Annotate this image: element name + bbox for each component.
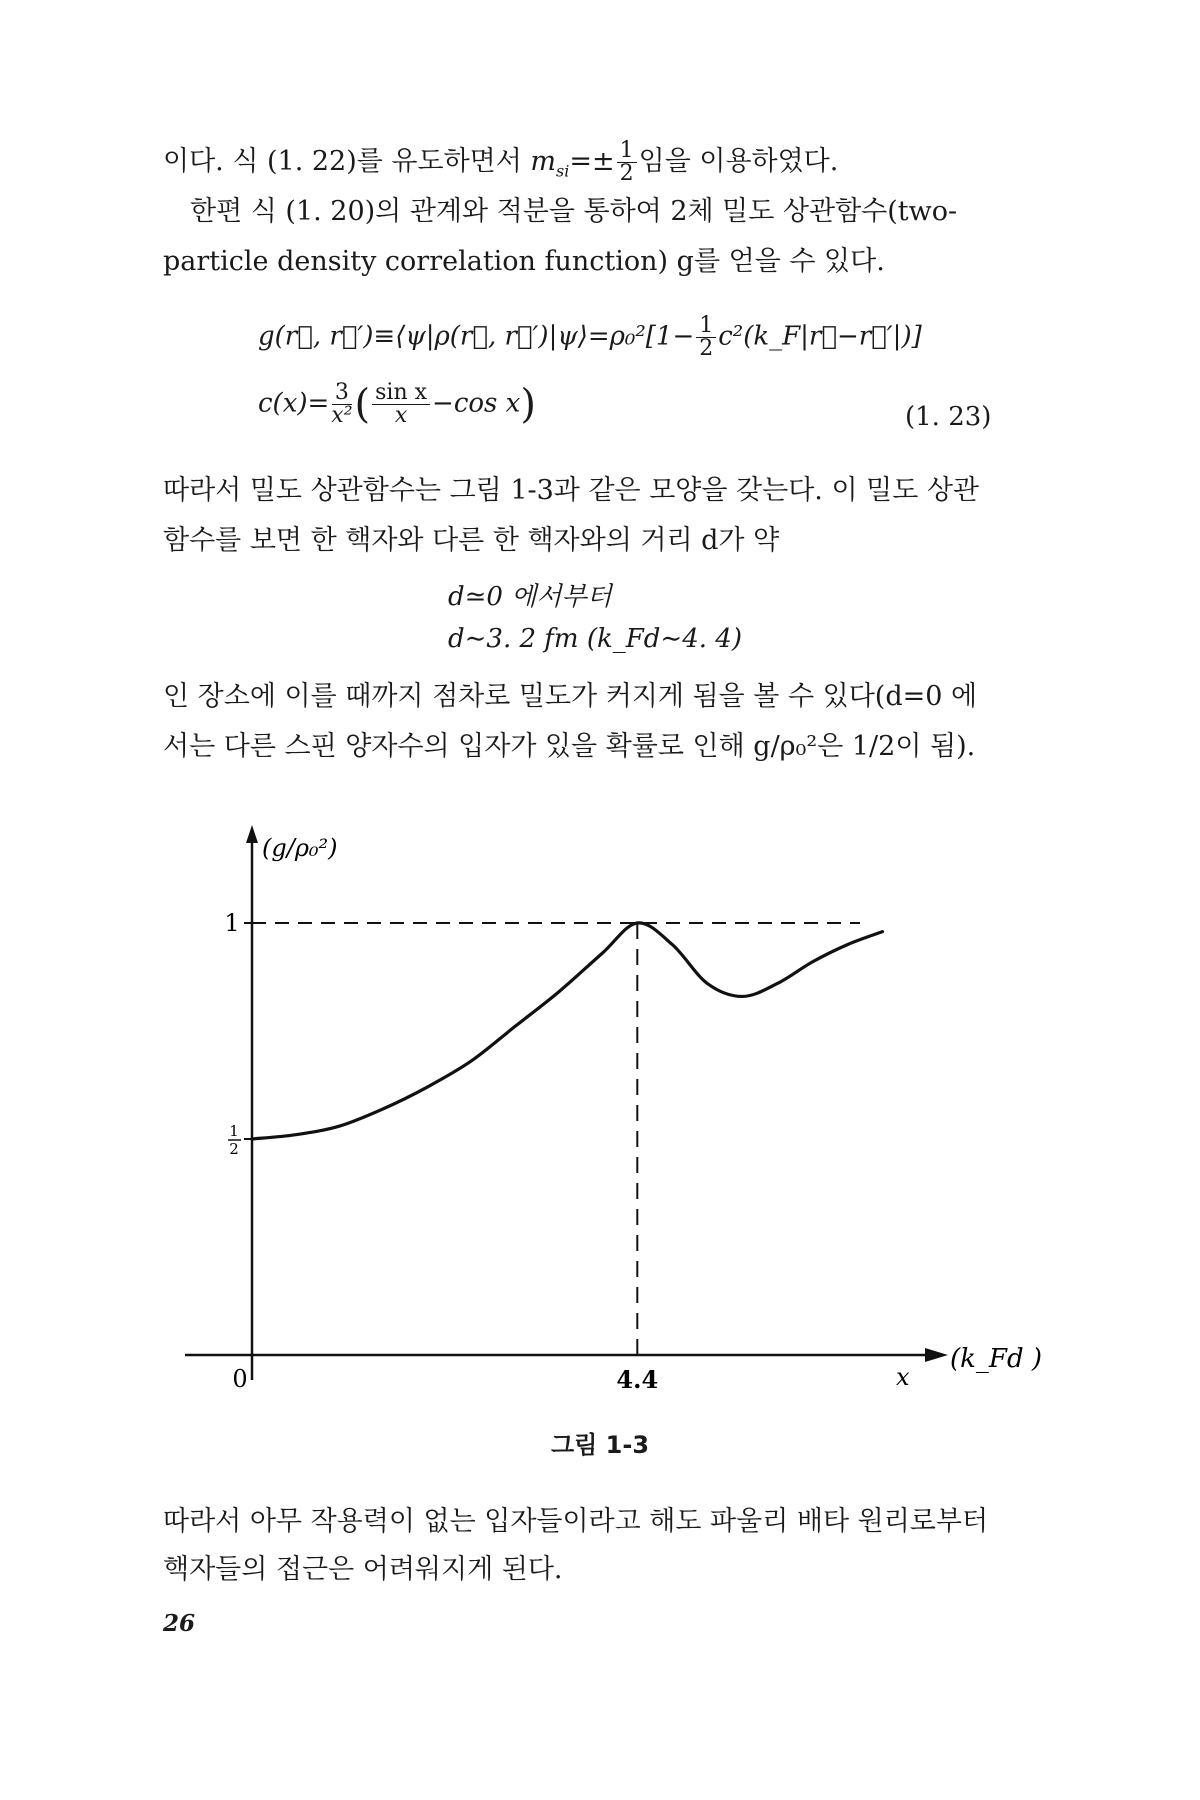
paragraph-5-line-2: 핵자들의 접근은 어려워지게 된다. [163, 1554, 563, 1585]
figure-caption: 그림 1-3 [550, 1431, 650, 1459]
paragraph-5-line-1: 따라서 아무 작용력이 없는 입자들이라고 해도 파울리 배타 원리로부터 [163, 1506, 989, 1537]
paragraph-2-line-2: particle density correlation function) g를 얻을 수 있다. [163, 246, 885, 277]
paragraph-4-line-2: 서는 다른 스핀 양자수의 입자가 있을 확률로 인해 g/ρ₀²은 1/2이 됨). [163, 731, 976, 762]
y-tick-one-label: 1 [224, 909, 240, 937]
paragraph-3-line-2: 함수를 보면 한 핵자와 다른 한 핵자와의 거리 d가 약 [163, 525, 780, 556]
equation-c-sin-num: sin x [372, 382, 430, 405]
p1-text-pre: 이다. 식 (1. 22)를 유도하면서 [163, 146, 531, 177]
equation-g-right: c²(k_F|r⃗−r⃗′|)] [718, 321, 922, 352]
equation-c-sin-fraction [372, 382, 430, 427]
p1-text-post: 임을 이용하였다. [638, 146, 839, 177]
equation-c-fraction [331, 382, 352, 427]
equation-g-half-den: 2 [699, 336, 714, 361]
y-axis-arrow [246, 825, 258, 843]
equation-c-right: −cos x [432, 388, 521, 419]
equation-g-left: g(r⃗, r⃗′)≡⟨ψ|ρ(r⃗, r⃗′)|ψ⟩=ρ₀²[1− [258, 321, 695, 352]
equation-c-open-paren: ( [354, 381, 371, 428]
equation-g [258, 315, 922, 360]
equation-c-frac-num: 3 [332, 382, 352, 405]
half-numerator: 1 [617, 140, 637, 163]
p1-equals: =± [569, 146, 615, 177]
equation-c-sin-den: x [394, 403, 408, 428]
origin-label: 0 [232, 1365, 248, 1393]
correlation-curve [252, 923, 882, 1139]
distance-expr-2: d∼3. 2 fm (k_Fd∼4. 4) [448, 624, 742, 654]
y-tick-half-num: 1 [229, 1122, 239, 1140]
p1-subscript: si [556, 161, 570, 181]
equation-c-close-paren: ) [520, 381, 536, 428]
equation-number: (1. 23) [905, 402, 992, 432]
p1-m-symbol: m [530, 146, 557, 177]
x-axis-label: (k_Fd ) [950, 1344, 1042, 1374]
equation-c-left: c(x)= [258, 388, 330, 419]
page-number: 26 [163, 1610, 196, 1637]
x-axis-variable: x [896, 1363, 910, 1391]
y-tick-half-den: 2 [229, 1140, 239, 1158]
paragraph-1-line-1 [163, 140, 838, 188]
equation-g-half-num: 1 [696, 315, 716, 338]
distance-expr-1: d≃0 에서부터 [448, 582, 612, 612]
paragraph-2-line-1: 한편 식 (1. 20)의 관계와 적분을 통하여 2체 밀도 상관함수(two- [190, 196, 958, 227]
half-denominator: 2 [619, 161, 634, 186]
paragraph-3-line-1: 따라서 밀도 상관함수는 그림 1-3과 같은 모양을 갖는다. 이 밀도 상관 [163, 475, 980, 506]
equation-c [258, 382, 536, 427]
x-axis-arrow [925, 1348, 948, 1362]
paragraph-4-line-1: 인 장소에 이를 때까지 점차로 밀도가 커지게 됨을 볼 수 있다(d=0 에 [163, 681, 978, 712]
half-fraction [617, 140, 637, 185]
equation-g-half [696, 315, 716, 360]
x-tick-label: 4.4 [616, 1365, 659, 1394]
equation-c-frac-den: x² [331, 403, 353, 428]
y-axis-label: (g/ρ₀²) [262, 834, 338, 862]
